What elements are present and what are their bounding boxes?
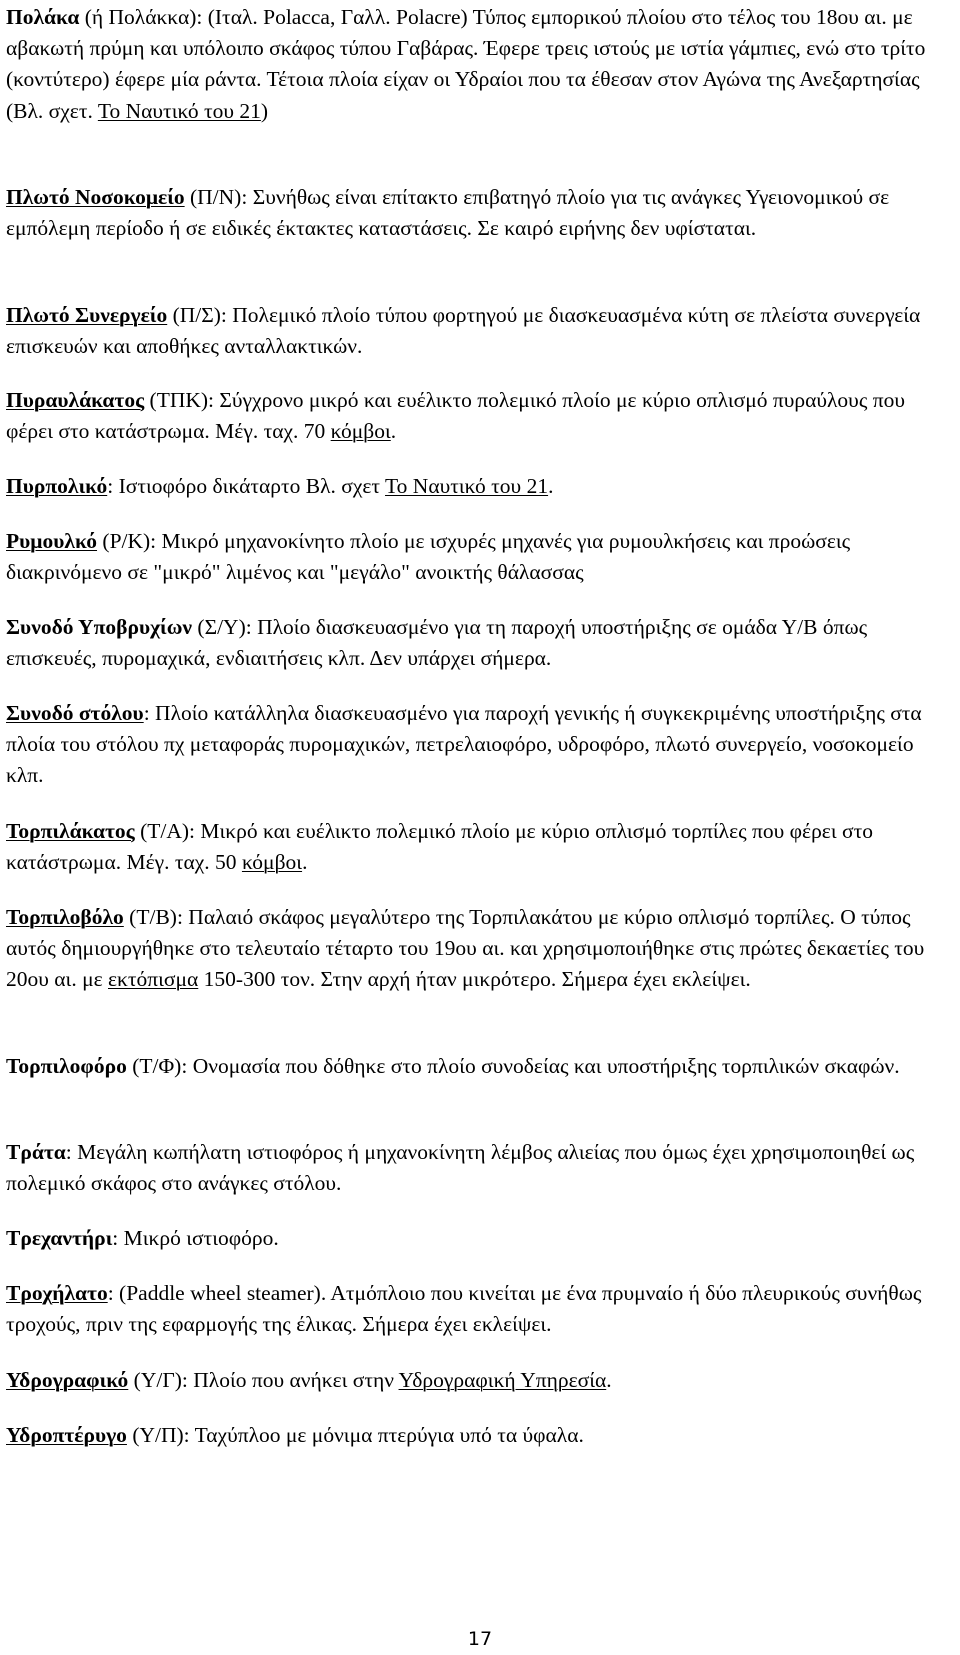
- entry-body: (ή Πολάκκα): (Ιταλ. Polacca, Γαλλ. Polacre) Τύπος εμπορικού πλοίου στο τέλος του 18ου αι. με αβακωτή πρύμη και υπόλοιπο σκάφος τύπου Γαβάρας. Έφερε τρεις ιστούς με ιστία γάμπιες, ενώ στο τρίτο (κοντύτερο) έφερε μία ράντα. Τέτοια πλοία είχαν οι Υδραίοι που τα έθεσαν στον Αγώνα της Ανεξαρτησίας (Βλ. σχετ.: [6, 5, 926, 123]
- entry-pyrpoliko: [6, 471, 951, 502]
- entry-body: (Ρ/Κ): Μικρό μηχανοκίνητο πλοίο με ισχυρές μηχανές για ρυμουλκήσεις και προώσεις διακρινόμενο σε "μικρό" λιμένος και "μεγάλο" ανοικτής θάλασσας: [6, 529, 851, 585]
- entry-tail: .: [548, 474, 554, 498]
- entry-term: Τρεχαντήρι: [6, 1226, 113, 1250]
- entry-body: (Π/Ν): Συνήθως είναι επίτακτο επιβατηγό πλοίο για τις ανάγκες Υγειονομικού σε εμπόλεμη περίοδο ή σε ειδικές έκτακτες καταστάσεις. Σε καιρό ειρήνης δεν υφίσταται.: [6, 185, 890, 241]
- entry-term: Πολάκα: [6, 5, 80, 29]
- entry-ydrografiko: [6, 1365, 951, 1396]
- entry-term: Συνοδό στόλου: [6, 701, 144, 725]
- entry-synodo-stolou: [6, 698, 951, 792]
- entry-synodo-ypovrychion: [6, 612, 951, 674]
- entry-torpiloforo: [6, 1051, 951, 1082]
- entry-body: : (Paddle wheel steamer). Ατμόπλοιο που κινείται με ένα πρυμναίο ή δύο πλευρικούς συνήθως τροχούς, πριν της εφαρμογής της έλικας. Σήμερα έχει εκλείψει.: [6, 1281, 922, 1337]
- entry-tail: ): [260, 98, 269, 123]
- entry-term: Ρυμουλκό: [6, 529, 98, 553]
- entry-link[interactable]: Το Ναυτικό του 21: [97, 98, 261, 123]
- entry-torpilovolo: [6, 902, 951, 996]
- entry-pyravlakatos: [6, 385, 951, 447]
- entry-body: (Τ/Φ): Ονομασία που δόθηκε στο πλοίο συνοδείας και υποστήριξης τορπιλικών σκαφών.: [126, 1054, 900, 1078]
- entry-trechantiri: [6, 1223, 951, 1254]
- entry-ploto-synergeio: [6, 300, 951, 362]
- entry-term: Τορπιλοφόρο: [6, 1054, 127, 1078]
- entry-term: Συνοδό Υποβρυχίων: [6, 615, 193, 639]
- entry-body: : Μεγάλη κωπήλατη ιστιοφόρος ή μηχανοκίνητη λέμβος αλιείας που όμως έχει χρησιμοποιηθεί ως πολεμικό σκάφος στο ανάγκες στόλου.: [6, 1140, 915, 1196]
- entry-body: (Τ/Β): Παλαιό σκάφος μεγαλύτερο της Τορπιλακάτου με κύριο οπλισμό τορπίλες. Ο τύπος αυτός δημιουργήθηκε στο τελευταίο τέταρτο του 19ου αι. και χρησιμοποιήθηκε στις πρώτες δεκαετίες του 20ου αι. με: [6, 905, 925, 992]
- entry-link[interactable]: εκτόπισμα: [108, 967, 199, 992]
- entry-link[interactable]: Υδρογραφική Υπηρεσία: [398, 1368, 607, 1392]
- entry-tail: .: [302, 850, 308, 875]
- entry-term: Τορπιλάκατος: [6, 819, 135, 843]
- entry-body: (Π/Σ): Πολεμικό πλοίο τύπου φορτηγού με διασκευασμένα κύτη σε πλείστα συνεργεία επισκευών και αποθήκες ανταλλακτικών.: [6, 303, 921, 359]
- entry-term: Πυρπολικό: [6, 474, 108, 498]
- entry-term: Υδροπτέρυγο: [6, 1423, 127, 1447]
- entry-polaka: [6, 2, 951, 127]
- entry-body: (Υ/Π): Ταχύπλοο με μόνιμα πτερύγια υπό τα ύφαλα.: [126, 1423, 584, 1447]
- entry-body: (ΤΠΚ): Σύγχρονο μικρό και ευέλικτο πολεμικό πλοίο με κύριο οπλισμό πυραύλους που φέρει στο κατάστρωμα. Μέγ. ταχ. 70: [6, 388, 905, 444]
- entry-link[interactable]: Το Ναυτικό του 21: [385, 474, 549, 498]
- page-number: 17: [467, 1628, 493, 1650]
- entry-tail: 150-300 τον. Στην αρχή ήταν μικρότερο. Σήμερα έχει εκλείψει.: [198, 967, 751, 992]
- entry-term: Υδρογραφικό: [6, 1368, 129, 1392]
- entry-trata: [6, 1137, 951, 1199]
- entry-body: : Ιστιοφόρο δικάταρτο Βλ. σχετ: [107, 474, 386, 498]
- entry-body: (Σ/Υ): Πλοίο διασκευασμένο για τη παροχή υποστήριξης σε ομάδα Υ/Β όπως επισκευές, πυρομαχικά, ενδιαιτήσεις κλπ. Δεν υπάρχει σήμερα.: [6, 615, 868, 671]
- entry-ploto-nosokomeio: [6, 182, 951, 244]
- entry-body: : Μικρό ιστιοφόρο.: [112, 1226, 279, 1250]
- entry-torpilakatos: [6, 816, 951, 878]
- entry-body: (Τ/Α): Μικρό και ευέλικτο πολεμικό πλοίο με κύριο οπλισμό τορπίλες που φέρει στο κατάστρωμα. Μέγ. ταχ. 50: [6, 819, 873, 875]
- entry-body: : Πλοίο κατάλληλα διασκευασμένο για παροχή γενικής ή συγκεκριμένης υποστήριξης στα πλοία του στόλου πχ μεταφοράς πυρομαχικών, πετρελαιοφόρο, υδροφόρο, πλωτό συνεργείο, νοσοκομείο κλπ.: [6, 701, 922, 788]
- entry-link[interactable]: κόμβοι: [330, 419, 391, 444]
- entry-term: Τορπιλοβόλο: [6, 905, 124, 929]
- entry-trochilato: [6, 1278, 951, 1340]
- entry-term: Πυραυλάκατος: [6, 388, 145, 412]
- entry-term: Τροχήλατο: [6, 1281, 108, 1305]
- entry-term: Πλωτό Νοσοκομείο: [6, 185, 185, 209]
- entry-link[interactable]: κόμβοι: [241, 850, 303, 875]
- entry-rymoulko: [6, 526, 951, 588]
- entry-tail: .: [606, 1368, 612, 1392]
- entry-ydropterygo: [6, 1420, 951, 1451]
- entry-tail: .: [390, 419, 397, 444]
- entry-term: Πλωτό Συνεργείο: [6, 303, 168, 327]
- entry-term: Τράτα: [6, 1140, 66, 1164]
- entry-body: (Υ/Γ): Πλοίο που ανήκει στην: [128, 1368, 399, 1392]
